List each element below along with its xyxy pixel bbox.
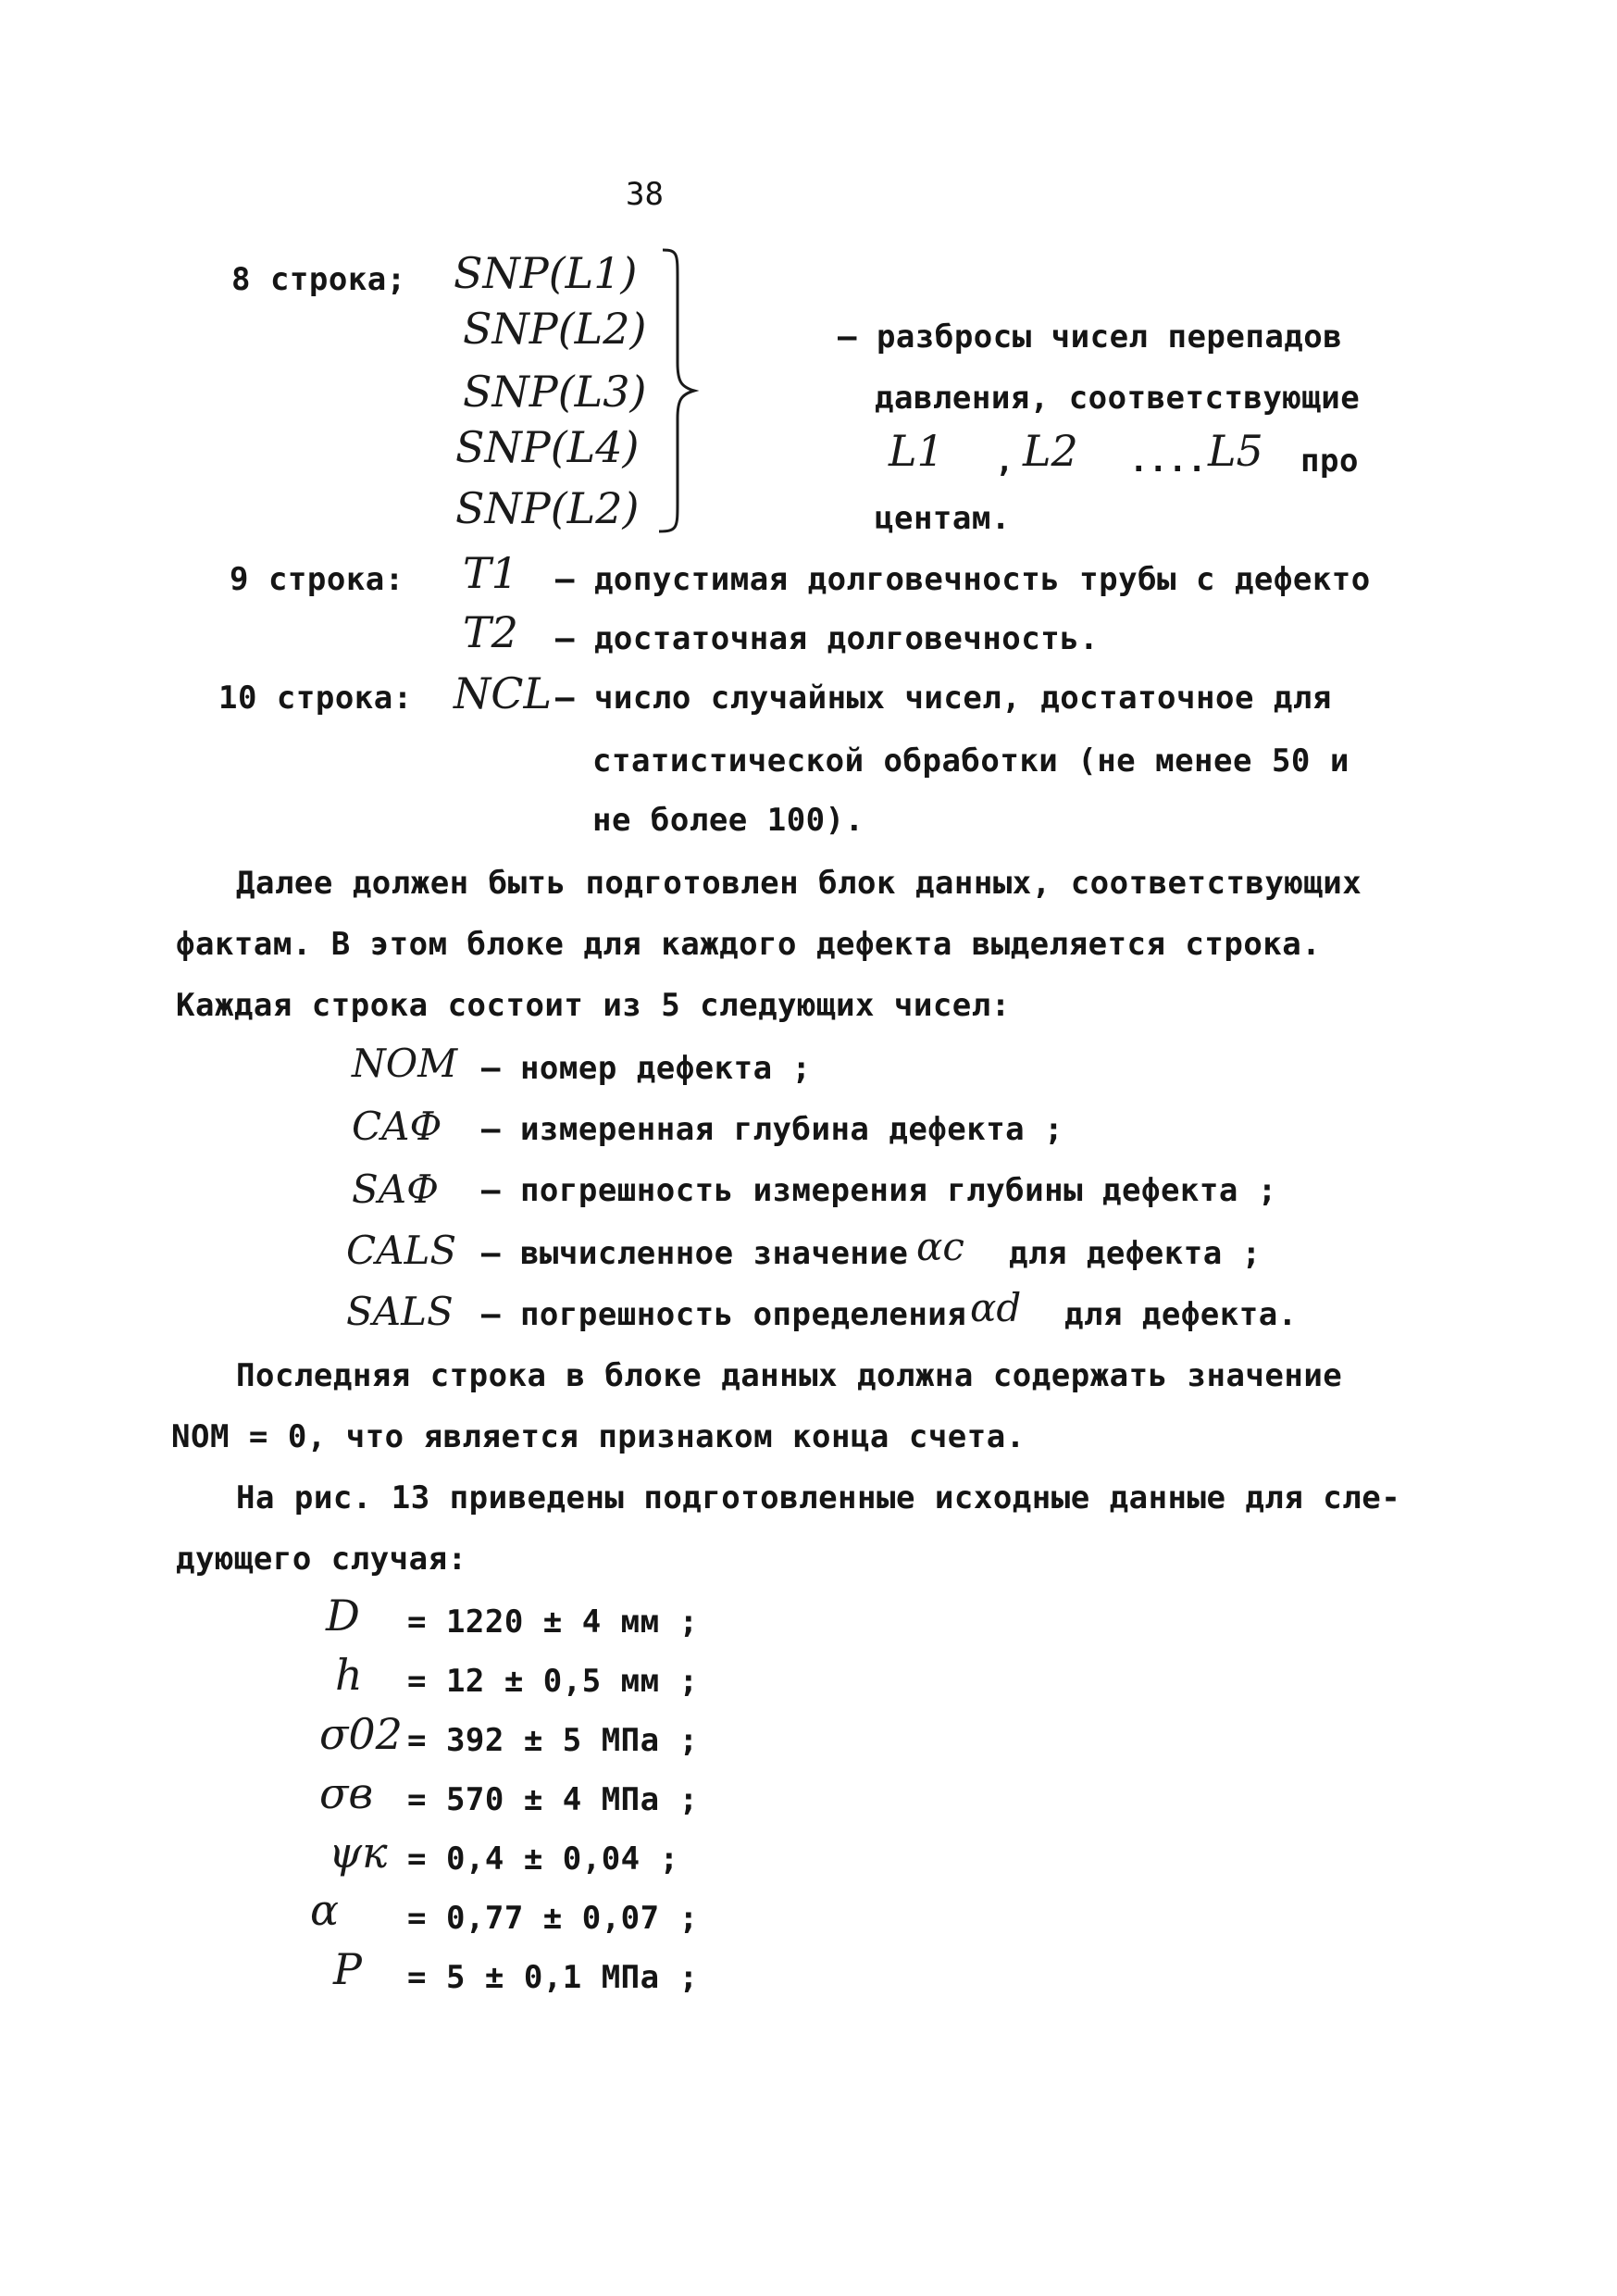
defect-desc-sals: – погрешность определения — [481, 1296, 967, 1333]
defect-sym-cals: αc — [916, 1224, 964, 1269]
row8-sep1: , — [995, 443, 1014, 480]
row10-label: 10 строка: — [218, 680, 413, 717]
param-sym-h: h — [335, 1650, 363, 1700]
curly-brace — [650, 243, 705, 539]
row10-var: NCL — [454, 668, 552, 718]
defect-desc-nom: – номер дефекта ; — [481, 1050, 812, 1087]
defect-tail-cals: для дефекта ; — [1009, 1235, 1262, 1272]
param-value-p: = 5 ± 0,1 МПа ; — [407, 1959, 699, 1996]
param-sym-alpha: α — [310, 1885, 340, 1935]
row8-desc-line2: давления, соответствующие — [875, 380, 1361, 417]
row8-desc-line1: – разбросы чисел перепадов — [838, 318, 1343, 356]
defect-var-caf: CAФ — [352, 1104, 442, 1149]
row10-desc-line2: статистической обработки (не менее 50 и — [592, 742, 1350, 780]
row8-l5: L5 — [1208, 426, 1263, 476]
defect-desc-saf: – погрешность измерения глубины дефекта ; — [481, 1172, 1277, 1209]
row8-label: 8 строка; — [231, 261, 406, 298]
row9-t1: T1 — [463, 548, 518, 598]
row8-l1: L1 — [889, 426, 944, 476]
defect-var-sals: SALS — [346, 1289, 454, 1334]
param-value-d: = 1220 ± 4 мм ; — [407, 1603, 699, 1641]
row9-t2-desc: – достаточная долговечность. — [555, 620, 1100, 657]
para1-line1: Далее должен быть подготовлен блок данных, соответствующих — [236, 865, 1362, 902]
defect-desc-caf: – измеренная глубина дефекта ; — [481, 1111, 1064, 1148]
row10-desc-line1: – число случайных чисел, достаточное для — [555, 680, 1332, 717]
param-value-sigma02: = 392 ± 5 МПа ; — [407, 1722, 699, 1759]
para1-line2: фактам. В этом блоке для каждого дефекта выделяется строка. — [176, 926, 1322, 963]
row9-label: 9 строка: — [230, 561, 404, 598]
param-sym-sigma02: σ02 — [319, 1709, 403, 1759]
param-sym-d: D — [326, 1591, 360, 1641]
defect-var-nom: NOM — [352, 1041, 458, 1086]
defect-tail-sals: для дефекта. — [1064, 1296, 1298, 1333]
row8-var-3: SNP(L3) — [463, 367, 647, 417]
param-value-psi: = 0,4 ± 0,04 ; — [407, 1841, 679, 1878]
param-value-alpha: = 0,77 ± 0,07 ; — [407, 1900, 699, 1937]
row8-var-4: SNP(L4) — [455, 422, 640, 472]
defect-desc-cals: – вычисленное значение — [481, 1235, 909, 1272]
param-sym-p: P — [333, 1944, 362, 1994]
row9-t2: T2 — [463, 607, 518, 657]
defect-sym-sals: αd — [970, 1285, 1022, 1330]
para2-line1: Последняя строка в блоке данных должна содержать значение — [236, 1357, 1343, 1394]
row8-sep2: .... — [1129, 443, 1207, 480]
row8-var-1: SNP(L1) — [454, 248, 638, 298]
row10-desc-line3: не более 100). — [592, 802, 864, 839]
para3-line2: дующего случая: — [176, 1541, 467, 1578]
defect-var-cals: CALS — [346, 1228, 457, 1273]
row8-l2: L2 — [1023, 426, 1078, 476]
row8-desc-line4: центам. — [875, 500, 1011, 537]
defect-var-saf: SAФ — [352, 1167, 439, 1212]
page-number: 38 — [626, 176, 664, 213]
row8-var-2: SNP(L2) — [463, 304, 647, 354]
row8-suffix: про — [1300, 443, 1359, 480]
row9-t1-desc: – допустимая долговечность трубы с дефекто — [555, 561, 1371, 598]
row8-var-5: SNP(L2) — [455, 483, 640, 533]
param-value-sigmab: = 570 ± 4 МПа ; — [407, 1781, 699, 1818]
param-value-h: = 12 ± 0,5 мм ; — [407, 1663, 699, 1700]
param-sym-sigmab: σв — [319, 1768, 374, 1818]
para3-line1: На рис. 13 приведены подготовленные исходные данные для сле- — [236, 1479, 1401, 1516]
param-sym-psi: ψк — [329, 1828, 388, 1878]
para1-line3: Каждая строка состоит из 5 следующих чисел: — [176, 987, 1011, 1024]
para2-line2: NOM = 0, что является признаком конца счета. — [171, 1418, 1026, 1455]
